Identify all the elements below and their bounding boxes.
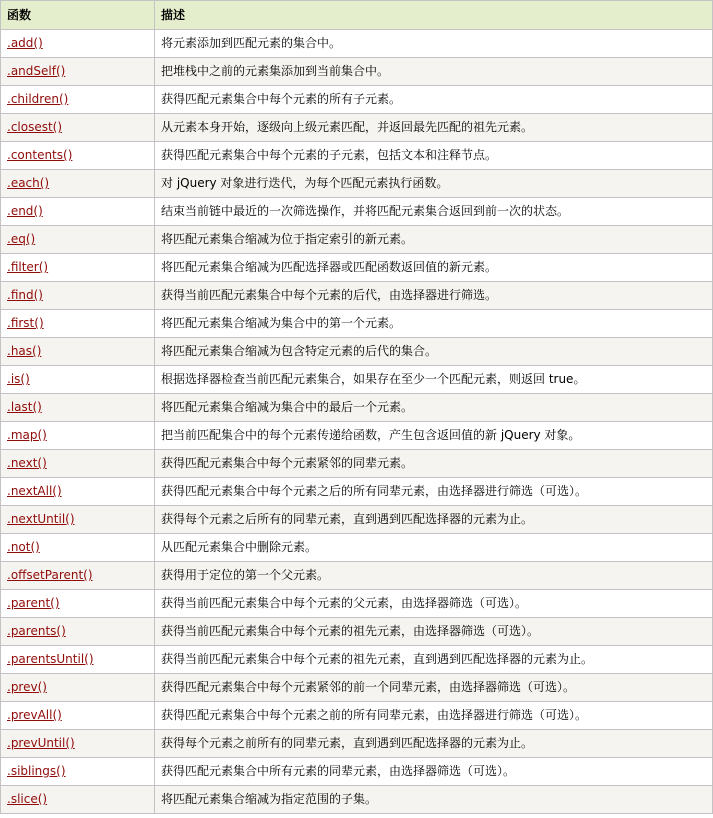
description-cell: 将匹配元素集合缩减为集合中的第一个元素。 bbox=[155, 310, 713, 338]
description-cell: 获得匹配元素集合中每个元素之前的所有同辈元素，由选择器进行筛选（可选）。 bbox=[155, 702, 713, 730]
function-link[interactable]: .prevUntil() bbox=[7, 736, 75, 750]
description-cell: 获得匹配元素集合中所有元素的同辈元素，由选择器筛选（可选）。 bbox=[155, 758, 713, 786]
function-link[interactable]: .parent() bbox=[7, 596, 60, 610]
function-cell bbox=[1, 170, 155, 198]
function-cell bbox=[1, 450, 155, 478]
function-cell bbox=[1, 338, 155, 366]
table-row bbox=[1, 198, 713, 226]
description-cell: 根据选择器检查当前匹配元素集合，如果存在至少一个匹配元素，则返回 true。 bbox=[155, 366, 713, 394]
table-row bbox=[1, 674, 713, 702]
table-row bbox=[1, 366, 713, 394]
function-link[interactable]: .find() bbox=[7, 288, 43, 302]
function-link[interactable]: .andSelf() bbox=[7, 64, 66, 78]
function-cell bbox=[1, 58, 155, 86]
column-header-description: 描述 bbox=[155, 1, 713, 30]
function-cell bbox=[1, 142, 155, 170]
description-cell: 从匹配元素集合中删除元素。 bbox=[155, 534, 713, 562]
function-cell bbox=[1, 674, 155, 702]
description-cell: 将匹配元素集合缩减为集合中的最后一个元素。 bbox=[155, 394, 713, 422]
function-link[interactable]: .has() bbox=[7, 344, 42, 358]
function-cell bbox=[1, 478, 155, 506]
function-cell bbox=[1, 702, 155, 730]
table-row bbox=[1, 730, 713, 758]
table-row bbox=[1, 58, 713, 86]
function-cell bbox=[1, 198, 155, 226]
function-link[interactable]: .not() bbox=[7, 540, 40, 554]
function-cell bbox=[1, 114, 155, 142]
table-row bbox=[1, 786, 713, 814]
description-cell: 获得每个元素之后所有的同辈元素，直到遇到匹配选择器的元素为止。 bbox=[155, 506, 713, 534]
description-cell: 获得当前匹配元素集合中每个元素的父元素，由选择器筛选（可选）。 bbox=[155, 590, 713, 618]
description-cell: 将匹配元素集合缩减为包含特定元素的后代的集合。 bbox=[155, 338, 713, 366]
table-row bbox=[1, 590, 713, 618]
function-link[interactable]: .last() bbox=[7, 400, 42, 414]
table-row bbox=[1, 282, 713, 310]
function-link[interactable]: .siblings() bbox=[7, 764, 66, 778]
function-link[interactable]: .prev() bbox=[7, 680, 47, 694]
description-cell: 获得每个元素之前所有的同辈元素，直到遇到匹配选择器的元素为止。 bbox=[155, 730, 713, 758]
table-row bbox=[1, 86, 713, 114]
table-row bbox=[1, 422, 713, 450]
description-cell: 获得用于定位的第一个父元素。 bbox=[155, 562, 713, 590]
function-link[interactable]: .eq() bbox=[7, 232, 36, 246]
table-row bbox=[1, 646, 713, 674]
description-cell: 获得当前匹配元素集合中每个元素的祖先元素，直到遇到匹配选择器的元素为止。 bbox=[155, 646, 713, 674]
function-link[interactable]: .parentsUntil() bbox=[7, 652, 94, 666]
function-cell bbox=[1, 366, 155, 394]
table-row bbox=[1, 170, 713, 198]
description-cell: 获得当前匹配元素集合中每个元素的祖先元素，由选择器筛选（可选）。 bbox=[155, 618, 713, 646]
table-body bbox=[1, 30, 713, 814]
function-link[interactable]: .children() bbox=[7, 92, 69, 106]
table-row bbox=[1, 254, 713, 282]
function-cell bbox=[1, 646, 155, 674]
table-row bbox=[1, 534, 713, 562]
function-cell bbox=[1, 310, 155, 338]
description-cell: 获得匹配元素集合中每个元素之后的所有同辈元素，由选择器进行筛选（可选）。 bbox=[155, 478, 713, 506]
description-cell: 获得匹配元素集合中每个元素的子元素，包括文本和注释节点。 bbox=[155, 142, 713, 170]
function-link[interactable]: .slice() bbox=[7, 792, 48, 806]
table-row bbox=[1, 562, 713, 590]
description-cell: 将元素添加到匹配元素的集合中。 bbox=[155, 30, 713, 58]
table-row bbox=[1, 338, 713, 366]
function-link[interactable]: .end() bbox=[7, 204, 43, 218]
function-cell bbox=[1, 758, 155, 786]
function-cell bbox=[1, 590, 155, 618]
function-link[interactable]: .offsetParent() bbox=[7, 568, 93, 582]
function-link[interactable]: .map() bbox=[7, 428, 47, 442]
function-link[interactable]: .parents() bbox=[7, 624, 66, 638]
description-cell: 获得匹配元素集合中每个元素紧邻的同辈元素。 bbox=[155, 450, 713, 478]
description-cell: 把当前匹配集合中的每个元素传递给函数，产生包含返回值的新 jQuery 对象。 bbox=[155, 422, 713, 450]
function-link[interactable]: .prevAll() bbox=[7, 708, 62, 722]
function-link[interactable]: .first() bbox=[7, 316, 44, 330]
function-cell bbox=[1, 394, 155, 422]
function-link[interactable]: .add() bbox=[7, 36, 43, 50]
description-cell: 获得匹配元素集合中每个元素的所有子元素。 bbox=[155, 86, 713, 114]
function-cell bbox=[1, 282, 155, 310]
function-cell bbox=[1, 254, 155, 282]
description-cell: 从元素本身开始，逐级向上级元素匹配，并返回最先匹配的祖先元素。 bbox=[155, 114, 713, 142]
function-link[interactable]: .contents() bbox=[7, 148, 73, 162]
function-link[interactable]: .closest() bbox=[7, 120, 63, 134]
table-row bbox=[1, 310, 713, 338]
function-link[interactable]: .filter() bbox=[7, 260, 49, 274]
table-row bbox=[1, 142, 713, 170]
table-row bbox=[1, 506, 713, 534]
function-cell bbox=[1, 534, 155, 562]
description-cell: 将匹配元素集合缩减为指定范围的子集。 bbox=[155, 786, 713, 814]
table-row bbox=[1, 394, 713, 422]
function-cell bbox=[1, 786, 155, 814]
column-header-function: 函数 bbox=[1, 1, 155, 30]
table-row bbox=[1, 450, 713, 478]
description-cell: 获得匹配元素集合中每个元素紧邻的前一个同辈元素，由选择器筛选（可选）。 bbox=[155, 674, 713, 702]
table-row bbox=[1, 114, 713, 142]
table-row bbox=[1, 478, 713, 506]
table-header-row bbox=[1, 1, 713, 30]
description-cell: 将匹配元素集合缩减为位于指定索引的新元素。 bbox=[155, 226, 713, 254]
description-cell: 把堆栈中之前的元素集添加到当前集合中。 bbox=[155, 58, 713, 86]
function-cell bbox=[1, 730, 155, 758]
description-cell: 获得当前匹配元素集合中每个元素的后代，由选择器进行筛选。 bbox=[155, 282, 713, 310]
function-link[interactable]: .next() bbox=[7, 456, 47, 470]
description-cell: 将匹配元素集合缩减为匹配选择器或匹配函数返回值的新元素。 bbox=[155, 254, 713, 282]
function-link[interactable]: .each() bbox=[7, 176, 50, 190]
function-cell bbox=[1, 506, 155, 534]
table-row bbox=[1, 226, 713, 254]
function-link[interactable]: .is() bbox=[7, 372, 30, 386]
table-row bbox=[1, 30, 713, 58]
table-row bbox=[1, 618, 713, 646]
table-row bbox=[1, 758, 713, 786]
description-cell: 对 jQuery 对象进行迭代，为每个匹配元素执行函数。 bbox=[155, 170, 713, 198]
function-link[interactable]: .nextAll() bbox=[7, 484, 62, 498]
function-cell bbox=[1, 226, 155, 254]
function-cell bbox=[1, 562, 155, 590]
table-row bbox=[1, 702, 713, 730]
function-cell bbox=[1, 422, 155, 450]
function-cell bbox=[1, 618, 155, 646]
description-cell: 结束当前链中最近的一次筛选操作，并将匹配元素集合返回到前一次的状态。 bbox=[155, 198, 713, 226]
function-cell bbox=[1, 30, 155, 58]
function-link[interactable]: .nextUntil() bbox=[7, 512, 75, 526]
function-cell bbox=[1, 86, 155, 114]
